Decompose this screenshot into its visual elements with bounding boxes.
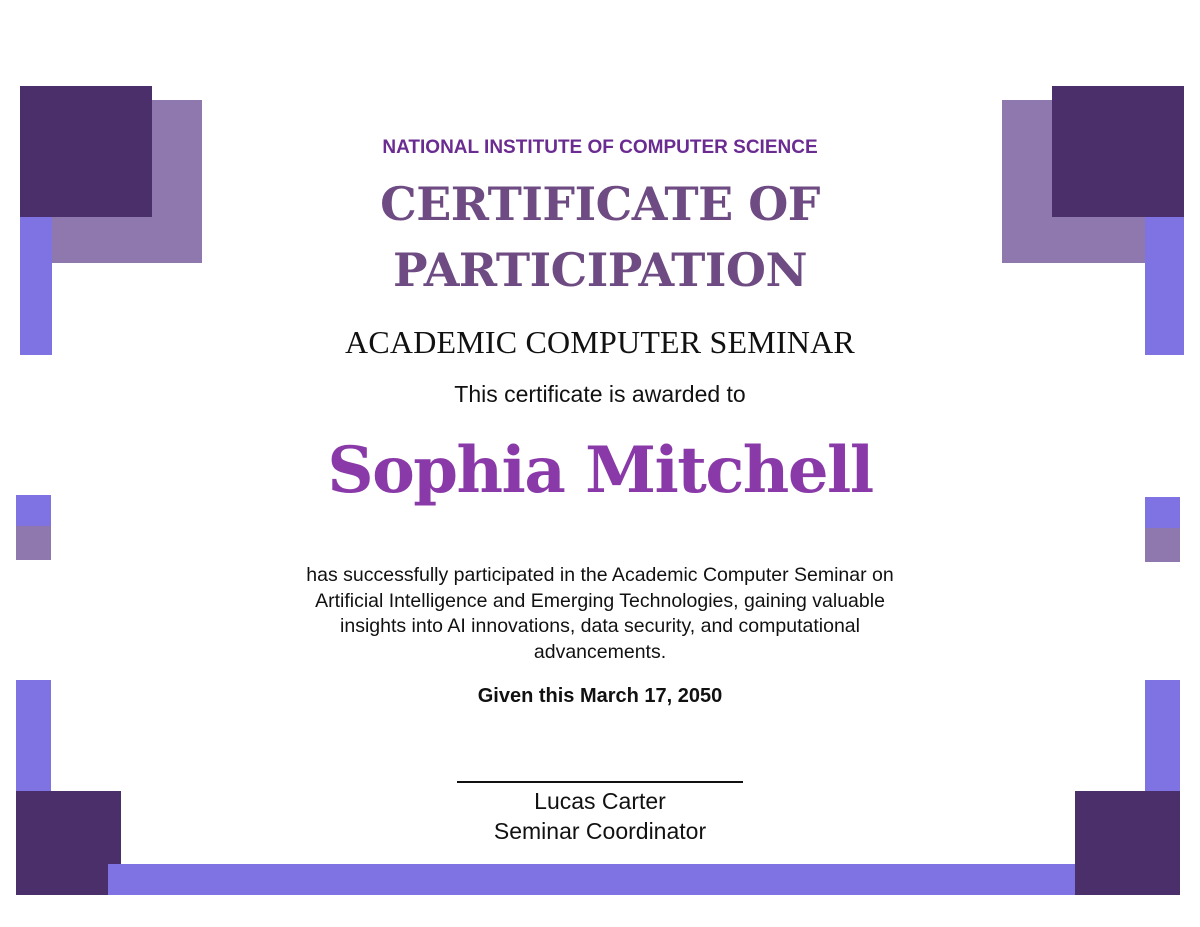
award-date: Given this March 17, 2050 xyxy=(477,685,723,707)
institution-name: NATIONAL INSTITUTE OF COMPUTER SCIENCE xyxy=(382,137,818,158)
certificate-title-line-2: PARTICIPATION xyxy=(392,243,807,297)
signature-line xyxy=(457,781,743,783)
signer-name: Lucas Carter xyxy=(534,788,666,814)
decor-mid-right-lower xyxy=(1145,528,1180,562)
signer-title: Seminar Coordinator xyxy=(493,818,707,844)
event-name: ACADEMIC COMPUTER SEMINAR xyxy=(345,324,855,360)
awarded-text: This certificate is awarded to xyxy=(454,381,746,407)
decor-bottom-bar xyxy=(108,864,1075,895)
recipient-name: Sophia Mitchell xyxy=(327,433,873,508)
participation-description: has successfully participated in the Academic Computer Seminar on Artificial Intelligence and Emerging Technologies, gaining valuable insights into AI innovations, data security, and computational advancements. xyxy=(306,564,894,663)
decor-mid-left-lower xyxy=(16,526,51,560)
certificate-title-line-1: CERTIFICATE OF xyxy=(380,177,820,231)
